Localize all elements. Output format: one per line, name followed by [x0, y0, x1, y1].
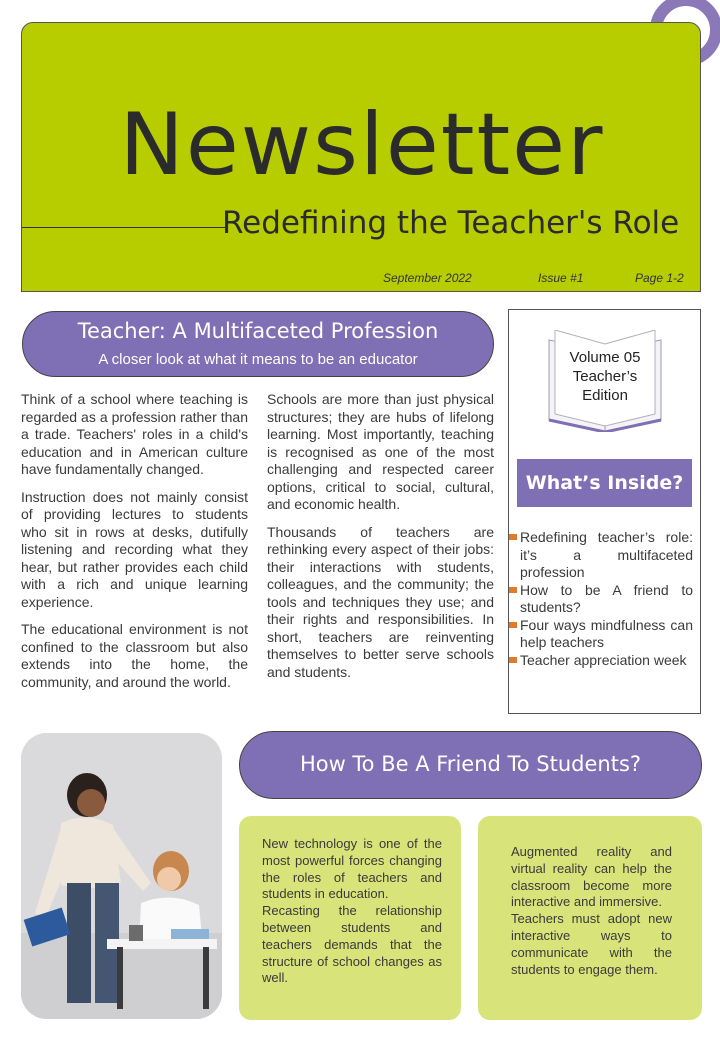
section-title: How To Be A Friend To Students? [299, 752, 642, 776]
page-range: Page 1-2 [635, 271, 684, 285]
edition-line: Teacher’s [572, 368, 638, 385]
list-item: Redefining teacher’s role: it’s a multifaceted profession [509, 529, 701, 582]
newsletter-subtitle: Redefining the Teacher's Role [222, 205, 680, 241]
section-heading-profession [22, 311, 494, 377]
card-paragraph: Recasting the relationship between students and teachers demands that the structure of school changes as well. [262, 903, 442, 986]
article-paragraph: Think of a school where teaching is regarded as a profession rather than a trade. Teachers' roles in a child's education and in American culture have fundamentally changed. [21, 391, 248, 477]
list-item: How to be A friend to students? [509, 582, 701, 617]
bullet-icon [509, 587, 517, 593]
issue-date: September 2022 [383, 271, 472, 285]
article-column-1 [21, 391, 248, 701]
volume-label [547, 348, 663, 405]
contents-list [509, 529, 701, 669]
volume-number: Volume 05 [569, 349, 641, 366]
article-column-2 [267, 391, 494, 691]
list-item: Teacher appreciation week [509, 652, 701, 670]
header-divider-line [22, 227, 227, 228]
section-heading-friend [239, 731, 702, 799]
article-paragraph: Instruction does not mainly consist of providing lectures to students who sit in rows at desks, dutifully listening and recording what they hear, but rather provides each child with a rich and unique learning experience. [21, 488, 248, 610]
bullet-icon [509, 657, 517, 663]
bullet-icon [509, 622, 517, 628]
sidebar-panel [508, 309, 701, 714]
list-item: Four ways mindfulness can help teachers [509, 617, 701, 652]
info-card-reality [478, 816, 702, 1020]
newsletter-header [21, 22, 701, 292]
card-paragraph: Augmented reality and virtual reality can help the classroom become more interactive and immersive. [511, 844, 672, 910]
card-paragraph: New technology is one of the most powerful forces changing the roles of teachers and students in education. [262, 836, 442, 902]
classroom-illustration [21, 733, 222, 1019]
card-paragraph: Teachers must adopt new interactive ways to communicate with the students to engage them. [511, 911, 672, 977]
info-card-technology [239, 816, 461, 1020]
section-subtitle: A closer look at what it means to be an educator [98, 351, 418, 368]
newsletter-title: Newsletter [119, 95, 605, 195]
article-paragraph: The educational environment is not confined to the classroom but also extends into the home, the community, and around the world. [21, 621, 248, 690]
section-title: Teacher: A Multifaceted Profession [77, 319, 439, 343]
teacher-student-photo [21, 733, 222, 1019]
article-paragraph: Thousands of teachers are rethinking every aspect of their jobs: their interactions with students, colleagues, and the community; the tools and techniques they use; and their rights and responsibilities. In short, teachers are reinventing themselves to better serve schools and students. [267, 523, 494, 680]
issue-number: Issue #1 [538, 271, 584, 285]
edition-line: Edition [582, 387, 628, 404]
bullet-icon [509, 534, 517, 540]
article-paragraph: Schools are more than just physical structures; they are hubs of lifelong learning. Most importantly, teaching is recognised as one of the most challenging and respected career options, critical to social, cultural, and economic health. [267, 391, 494, 512]
whats-inside-heading: What’s Inside? [517, 459, 692, 507]
